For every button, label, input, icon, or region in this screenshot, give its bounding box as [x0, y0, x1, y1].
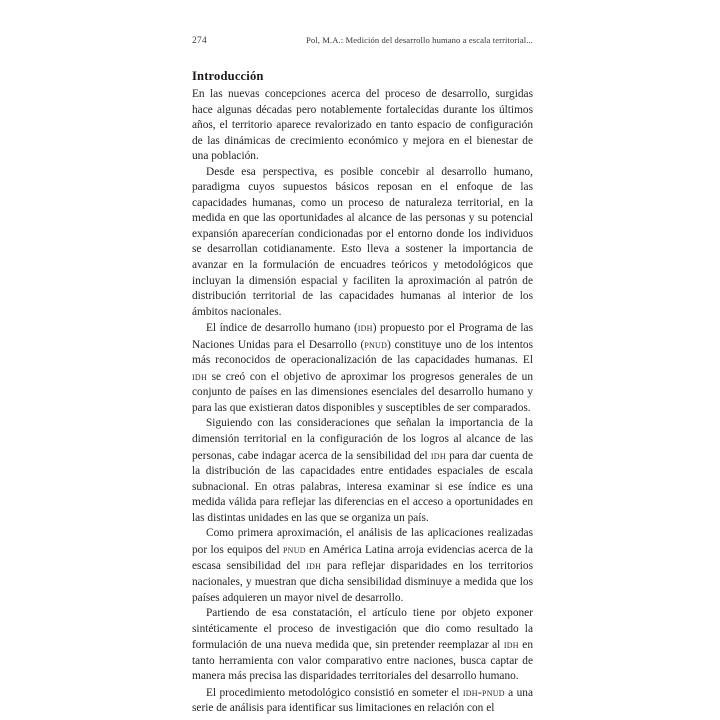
body-text-column [192, 87, 533, 717]
acronym-small-caps: pnud [282, 541, 306, 556]
body-paragraph: El procedimiento metodológico consistió en someter el idh-pnud a una serie de análisis para identificar sus limitaciones en relación con el [192, 684, 533, 715]
section-heading: Introducción [192, 69, 264, 84]
body-paragraph: Siguiendo con las consideraciones que señalan la importancia de la dimensión territorial en la configuración de los logros al alcance de las personas, cabe indagar acerca de la sensibilidad del idh para dar cuenta de la distribución de las capacidades entre entidades espaciales de escala subnacional. En otras palabras, interesa examinar si ese índice es una medida válida para reflejar las diferencias en el acceso a oportunidades en las distintas unidades en las que se organiza un país. [192, 417, 534, 524]
acronym-small-caps: idh [192, 368, 207, 383]
acronym-small-caps: idh [357, 320, 373, 335]
body-paragraph: Desde esa perspectiva, es posible concebir al desarrollo humano, paradigma cuyos supuestos básicos reposan en el enfoque de las capacidades humanas, como un proceso de naturaleza territorial, en la medida en que las oportunidades al alcance de las personas y su potencial expansión aparecerían condicionadas por el entorno donde los individuos se desarrollan cotidianamente. Esto lleva a sostener la importancia de avanzar en la formulación de encuadres teóricos y metodológicos que incluyan la dimensión espacial y faciliten la aproximación al patrón de distribución territorial de las capacidades humanas al interior de los ámbitos nacionales. [192, 165, 533, 318]
running-head-title: Pol, M.A.: Medición del desarrollo humano a escala territorial... [305, 35, 533, 45]
acronym-small-caps: idh [306, 558, 322, 573]
acronym-small-caps: idh-pnud [462, 684, 505, 699]
body-paragraph: En las nuevas concepciones acerca del proceso de desarrollo, surgidas hace algunas décadas pero notablemente fortalecidas durante los últimos años, el territorio aparece revalorizado en tanto espacio de configuración de las dinámicas de crecimiento económico y mejora en el bienestar de una población. [192, 88, 533, 163]
body-paragraph: El índice de desarrollo humano (idh) propuesto por el Programa de las Naciones Unidas para el Desarrollo (pnud) constituye uno de los intentos más reconocidos de operacionalización de las capacidades humanas. El idh se creó con el objetivo de aproximar los progresos generales de un conjunto de países en las dimensiones esenciales del desarrollo humano y para las que existieran datos disponibles y susceptibles de ser comparados. [192, 320, 534, 414]
acronym-small-caps: pnud [364, 336, 388, 351]
page-folio: 274 [192, 36, 207, 46]
acronym-small-caps: idh [430, 447, 446, 462]
body-paragraph: Partiendo de esa constatación, el artículo tiene por objeto exponer sintéticamente el proceso de investigación que dio como resultado la formulación de una nueva medida que, sin pretender reemplazar al idh en tanto herramienta con valor comparativo entre naciones, busca captar de manera más precisa las disparidades territoriales del desarrollo humano. [192, 607, 534, 683]
body-paragraph: Como primera aproximación, el análisis de las aplicaciones realizadas por los equipos del pnud en América Latina arroja evidencias acerca de la escasa sensibilidad del idh para reflejar disparidades en los territorios nacionales, y muestran que dicha sensibilidad disminuye a medida que los países adquieren un mayor nivel de desarrollo. [192, 527, 534, 604]
acronym-small-caps: idh [503, 637, 519, 652]
running-head [192, 34, 533, 47]
